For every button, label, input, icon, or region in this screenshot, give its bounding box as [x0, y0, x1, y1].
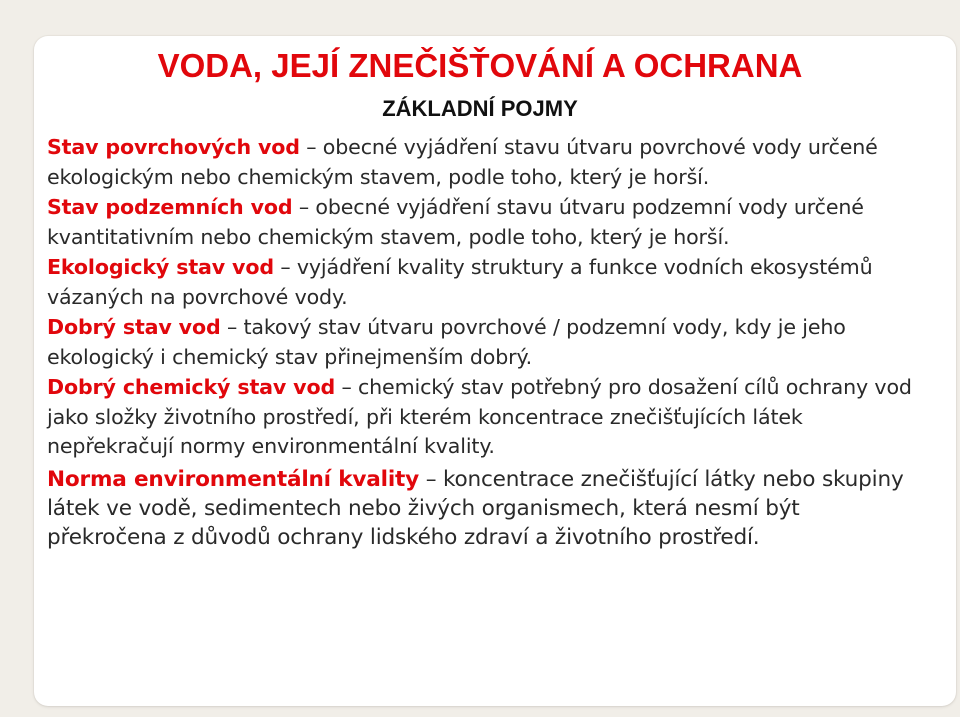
definition-text: – obecné vyjádření stavu útvaru povrchové vody určené ekologickým nebo chemickým stavem, podle toho, který je horší. [47, 135, 878, 189]
definition-term: Stav podzemních vod [47, 195, 293, 219]
definition-text: – vyjádření kvality struktury a funkce vodních ekosystémů vázaných na povrchové vody. [47, 255, 873, 309]
definition-term: Dobrý chemický stav vod [47, 375, 336, 399]
definition-term: Stav povrchových vod [47, 135, 300, 159]
definition-item [47, 313, 922, 372]
slide-subtitle: ZÁKLADNÍ POJMY [382, 96, 578, 121]
definition-item [47, 253, 922, 312]
definition-text: – takový stav útvaru povrchové / podzemní vody, kdy je jeho ekologický i chemický stav přinejmenším dobrý. [47, 315, 846, 369]
definition-item [47, 133, 922, 192]
definition-text: – obecné vyjádření stavu útvaru podzemní vody určené kvantitativním nebo chemickým stavem, podle toho, který je horší. [47, 195, 864, 249]
definition-text: – chemický stav potřebný pro dosažení cílů ochrany vod jako složky životního prostředí, při kterém koncentrace znečišťujících látek nepřekračují normy environmentální kvality. [47, 375, 912, 458]
definition-term: Dobrý stav vod [47, 315, 221, 339]
definition-term: Ekologický stav vod [47, 255, 274, 279]
definition-list [47, 133, 922, 552]
definition-item [47, 373, 922, 462]
definition-item [47, 465, 922, 553]
definition-text: – koncentrace znečišťující látky nebo skupiny látek ve vodě, sedimentech nebo živých organismech, která nesmí být překročena z důvodů ochrany lidského zdraví a životního prostředí. [47, 466, 904, 551]
definition-item [47, 193, 922, 252]
slide-title: VODA, JEJÍ ZNEČIŠŤOVÁNÍ A OCHRANA [157, 47, 803, 84]
definition-term: Norma environmentální kvality [47, 466, 420, 492]
